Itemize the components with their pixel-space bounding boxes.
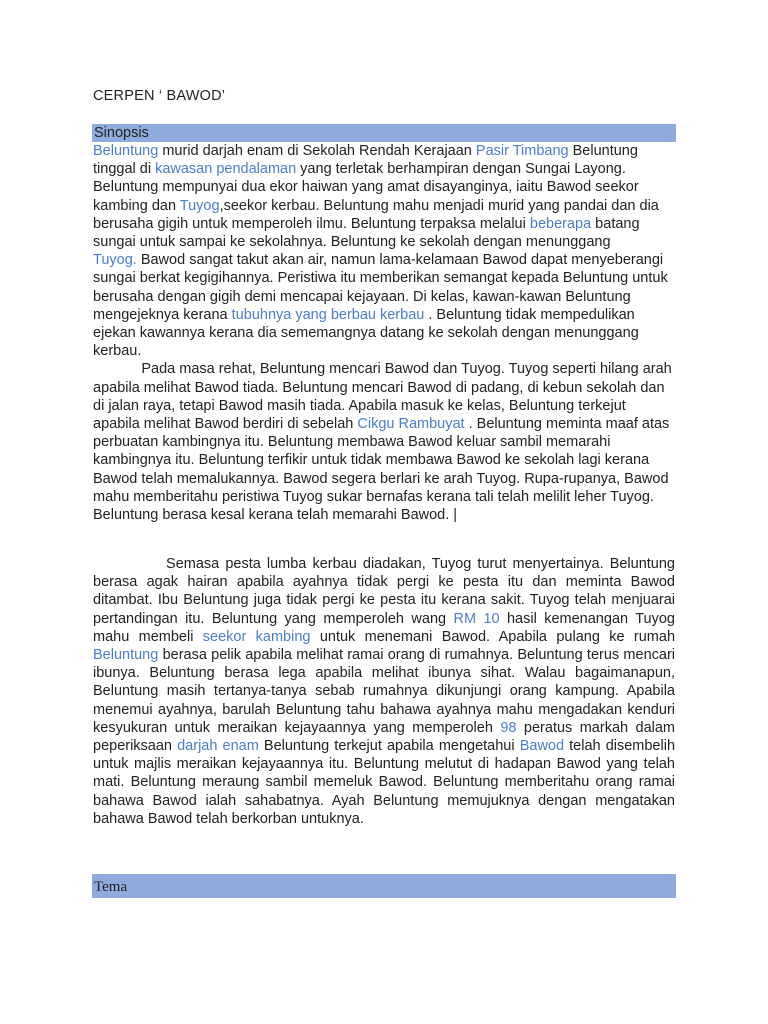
highlighted-text: Pasir Timbang xyxy=(475,143,569,159)
tema-heading-band xyxy=(92,874,676,898)
highlighted-text: Beluntung xyxy=(93,647,159,664)
paragraph-text: batang sungai untuk sampai ke sekolahnya. Beluntung ke sekolah dengan menunggang xyxy=(93,215,640,251)
paragraph-text: berasa pelik apabila melihat ramai orang di rumahnya. Beluntung terus mencari ibunya. Beluntung berasa lega apabila melihat ibunya sihat. Walau bagaimanapun, Beluntung masih tertanya-tanya sebab rumahnya dikunjungi orang kampung. Apabila menemui ayahnya, barulah Beluntung tahu bahawa ayahnya mahu mengadakan kenduri kesyukuran untuk meraikan kejayaannya yang memperoleh xyxy=(93,647,675,736)
paragraph-text: Beluntung terkejut apabila mengetahui xyxy=(258,738,520,755)
highlighted-text: 98 xyxy=(500,719,517,736)
highlighted-text: seekor kambing xyxy=(202,628,311,645)
highlighted-text: Cikgu Rambuyat xyxy=(357,416,465,433)
document-title: CERPEN ‘ BAWOD’ xyxy=(93,88,226,104)
paragraph-text: . Beluntung tidak mempedulikan ejekan kawannya kerana dia sememangnya datang ke sekolah dengan menunggang kerbau. xyxy=(93,306,639,360)
paragraph-text: Bawod sangat takut akan air, namun lama-kelamaan Bawod dapat menyeberangi sungai berkat kegigihannya. Peristiwa itu memberikan semangat kepada Beluntung untuk berusaha dengan gigih demi mencapai kejayaan. Di kelas, kawan-kawan Beluntung mengejeknya kerana xyxy=(93,252,668,323)
highlighted-text: Beluntung xyxy=(93,143,159,159)
paragraph-text: yang terletak berhampiran dengan Sungai Layong. Beluntung mempunyai dua ekor haiwan yang amat disayanginya, iaitu Bawod seekor kambing dan xyxy=(93,161,639,214)
paragraph-text: ,seekor kerbau. Beluntung mahu menjadi murid yang pandai dan dia berusaha gigih untuk memperoleh ilmu. Beluntung terpaksa melalui xyxy=(93,197,659,232)
highlighted-text: Tuyog xyxy=(179,197,220,214)
paragraph-text: telah disembelih untuk majlis meraikan kejayaannya itu. Beluntung melutut di hadapan Bawod yang telah mati. Beluntung meraung sambil memeluk Bawod. Beluntung memberitahu orang ramai bahawa Bawod ialah sahabatnya. Ayah Beluntung memujuknya dengan mengatakan bahawa Bawod telah berkorban untuknya. xyxy=(93,738,676,827)
paragraph-text: hasil kemenangan Tuyog mahu membeli xyxy=(93,610,675,645)
paragraph-text: untuk menemani Bawod. Apabila pulang ke rumah xyxy=(310,628,676,645)
highlighted-text: darjah enam xyxy=(177,738,259,755)
synopsis-paragraph-2 xyxy=(93,555,675,828)
highlighted-text: Bawod xyxy=(519,738,565,755)
paragraph-text: murid darjah enam di Sekolah Rendah Kerajaan xyxy=(158,143,476,159)
tema-heading: Tema xyxy=(94,879,128,895)
paragraph-text: peratus markah dalam peperiksaan xyxy=(93,719,676,755)
highlighted-text: kawasan pendalaman xyxy=(155,161,297,178)
highlighted-text: Tuyog. xyxy=(93,252,137,269)
highlighted-text: RM 10 xyxy=(453,610,500,627)
paragraph-text: Beluntung tinggal di xyxy=(93,143,638,178)
paragraph-text: Pada masa rehat, Beluntung mencari Bawod dan Tuyog. Tuyog seperti hilang arah apabila melihat Bawod tiada. Beluntung mencari Bawod di padang, di kebun sekolah dan di jalan raya, tetapi Bawod masih tiada. Apabila masuk ke kelas, Beluntung terkejut apabila melihat Bawod berdiri di sebelah xyxy=(93,361,672,433)
sinopsis-heading: Sinopsis xyxy=(94,125,149,141)
paragraph-text: . Beluntung meminta maaf atas perbuatan kambingnya itu. Beluntung membawa Bawod keluar sambil memarahi kambingnya itu. Beluntung terfikir untuk tidak membawa Bawod ke sekolah lagi kerana Bawod telah memalukannya. Bawod segera berlari ke arah Tuyog. Rupa-rupanya, Bawod mahu memberitahu peristiwa Tuyog sukar bernafas kerana tali telah melilit leher Tuyog. Beluntung berasa kesal kerana telah memarahi Bawod. | xyxy=(93,416,670,524)
highlighted-text: tubuhnya yang berbau kerbau xyxy=(231,306,425,323)
sinopsis-heading-band xyxy=(92,124,676,142)
highlighted-text: beberapa xyxy=(529,215,592,232)
synopsis-paragraph-1 xyxy=(93,142,675,524)
paragraph-text: Semasa pesta lumba kerbau diadakan, Tuyog turut menyertainya. Beluntung berasa agak hairan apabila ayahnya tidak pergi ke pesta itu dan meminta Bawod ditambat. Ibu Beluntung juga tidak pergi ke pesta itu kerana sakit. Tuyog telah menjuarai pertandingan itu. Beluntung yang memperoleh wang xyxy=(93,556,675,627)
